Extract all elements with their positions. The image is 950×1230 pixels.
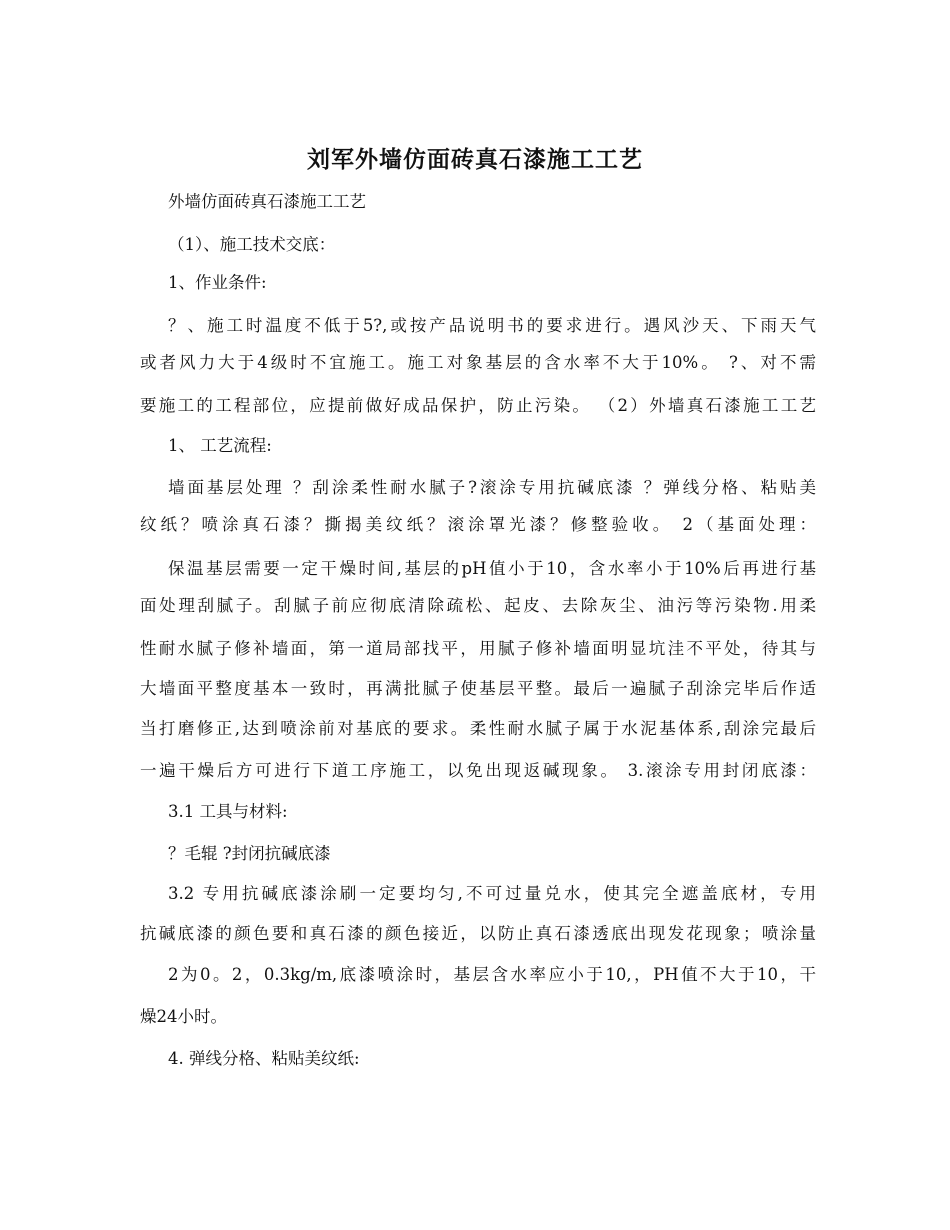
paragraph-line: 3.2 专用抗碱底漆涂刷一定要均匀,不可过量兑水，使其完全遮盖底材，专用 xyxy=(168,884,816,903)
paragraph-line: 外墙仿面砖真石漆施工工艺 xyxy=(168,192,366,211)
paragraph-line: 大墙面平整度基本一致时，再满批腻子使基层平整。最后一遍腻子刮涂完毕后作适 xyxy=(140,679,816,698)
paragraph-line: 面处理刮腻子。刮腻子前应彻底清除疏松、起皮、去除灰尘、油污等污染物.用柔 xyxy=(140,596,816,615)
paragraph-line: 2为0。2，0.3kg/m,底漆喷涂时，基层含水率应小于10,，PH值不大于10，干 xyxy=(168,965,816,984)
paragraph-line: 燥24小时。 xyxy=(140,1007,227,1026)
document-title: 刘军外墙仿面砖真石漆施工工艺 xyxy=(307,146,643,173)
paragraph-line: 要施工的工程部位，应提前做好成品保护，防止污染。 （2）外墙真石漆施工工艺 xyxy=(140,396,816,415)
paragraph-line: 1、作业条件: xyxy=(168,273,267,292)
paragraph-line: ？、施工时温度不低于5?,或按产品说明书的要求进行。遇风沙天、下雨天气 xyxy=(168,316,816,335)
paragraph-line: 保温基层需要一定干燥时间,基层的pH值小于10，含水率小于10%后再进行基 xyxy=(168,559,816,578)
paragraph-line: （1）、施工技术交底： xyxy=(168,235,336,254)
paragraph-line: 1、 工艺流程: xyxy=(168,436,272,455)
paragraph-line: 4. 弹线分格、粘贴美纹纸: xyxy=(168,1049,360,1068)
paragraph-line: 抗碱底漆的颜色要和真石漆的颜色接近，以防止真石漆透底出现发花现象；喷涂量 xyxy=(140,924,816,943)
paragraph-line: 墙面基层处理 ？刮涂柔性耐水腻子?滚涂专用抗碱底漆 ？弹线分格、粘贴美 xyxy=(168,478,816,497)
paragraph-line: 纹纸？喷涂真石漆？撕揭美纹纸？滚涂罩光漆？修整验收。 2（基面处理： xyxy=(140,515,816,534)
paragraph-line: 或者风力大于4级时不宜施工。施工对象基层的含水率不大于10%。 ?、对不需 xyxy=(140,353,816,372)
paragraph-line: ？毛辊 ?封闭抗碱底漆 xyxy=(168,844,331,863)
paragraph-line: 当打磨修正,达到喷涂前对基底的要求。柔性耐水腻子属于水泥基体系,刮涂完最后 xyxy=(140,719,816,738)
paragraph-line: 3.1 工具与材料: xyxy=(168,802,288,821)
paragraph-line: 性耐水腻子修补墙面，第一道局部找平，用腻子修补墙面明显坑洼不平处，待其与 xyxy=(140,639,816,658)
paragraph-line: 一遍干燥后方可进行下道工序施工，以免出现返碱现象。 3.滚涂专用封闭底漆： xyxy=(140,761,816,780)
